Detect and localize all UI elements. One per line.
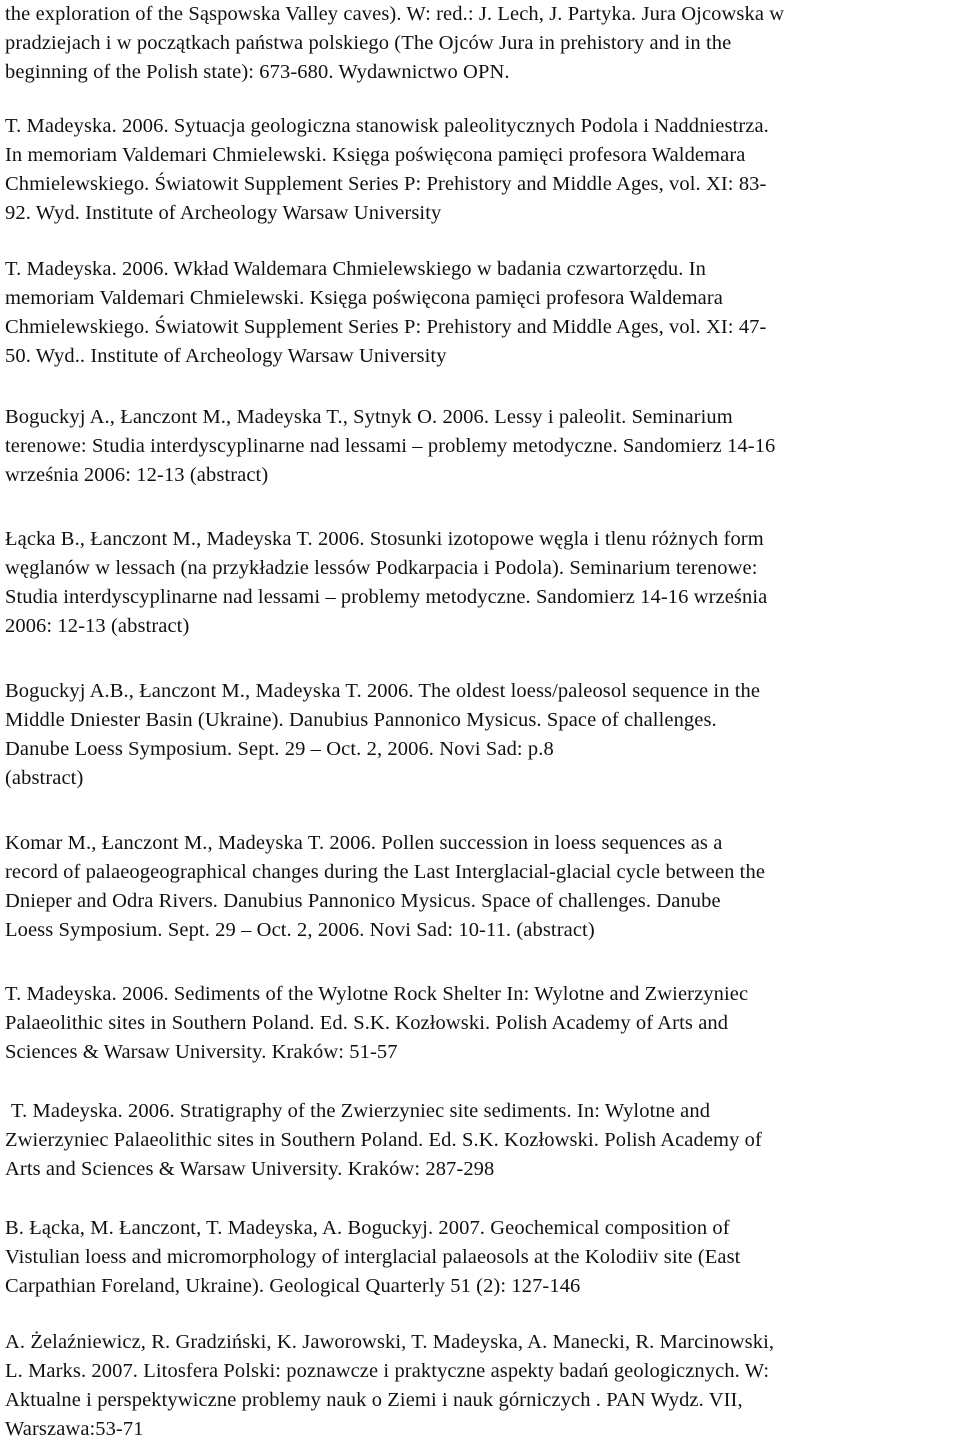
bibliography-entry [5, 677, 760, 793]
bibliography-entry [5, 0, 784, 87]
entry-line: T. Madeyska. 2006. Sytuacja geologiczna stanowisk paleolitycznych Podola i Naddniestrza. [5, 115, 769, 137]
entry-line: pradziejach i w początkach państwa polskiego (The Ojców Jura in prehistory and in the [5, 32, 732, 54]
entry-line: terenowe: Studia interdyscyplinarne nad lessami – problemy metodyczne. Sandomierz 14-16 [5, 435, 776, 457]
entry-line: Middle Dniester Basin (Ukraine). Danubius Pannonico Mysicus. Space of challenges. [5, 709, 717, 731]
entry-line: 50. Wyd.. Institute of Archeology Warsaw University [5, 345, 447, 367]
entry-line: memoriam Valdemari Chmielewski. Księga poświęcona pamięci profesora Waldemara [5, 287, 724, 309]
entry-line: Komar M., Łanczont M., Madeyska T. 2006. Pollen succession in loess sequences as a [5, 832, 723, 854]
bibliography-entry [5, 112, 769, 228]
entry-line: Boguckyj A., Łanczont M., Madeyska T., Sytnyk O. 2006. Lessy i paleolit. Seminarium [5, 406, 733, 428]
entry-line: In memoriam Valdemari Chmielewski. Księga poświęcona pamięci profesora Waldemara [5, 144, 746, 166]
bibliography-entry [5, 1328, 774, 1444]
entry-line: Palaeolithic sites in Southern Poland. Ed. S.K. Kozłowski. Polish Academy of Arts and [5, 1012, 729, 1034]
bibliography-entry [5, 255, 766, 371]
bibliography-entry [5, 525, 767, 641]
entry-line: Danube Loess Symposium. Sept. 29 – Oct. 2, 2006. Novi Sad: p.8 [5, 738, 554, 760]
entry-line: the exploration of the Sąspowska Valley caves). W: red.: J. Lech, J. Partyka. Jura Ojcowska w [5, 3, 785, 25]
entry-line: Łącka B., Łanczont M., Madeyska T. 2006. Stosunki izotopowe węgla i tlenu różnych form [5, 528, 764, 550]
entry-line: Vistulian loess and micromorphology of interglacial palaeosols at the Kolodiiv site (East [5, 1246, 741, 1268]
entry-line: Warszawa:53-71 [5, 1418, 144, 1440]
entry-line: B. Łącka, M. Łanczont, T. Madeyska, A. Boguckyj. 2007. Geochemical composition of [5, 1217, 730, 1239]
entry-line: T. Madeyska. 2006. Wkład Waldemara Chmielewskiego w badania czwartorzędu. In [5, 258, 707, 280]
entry-line: 2006: 12-13 (abstract) [5, 615, 190, 637]
bibliography-entry [5, 403, 775, 490]
entry-line: Aktualne i perspektywiczne problemy nauk o Ziemi i nauk górniczych . PAN Wydz. VII, [5, 1389, 743, 1411]
bibliography-entry [5, 980, 748, 1067]
entry-line: Dnieper and Odra Rivers. Danubius Pannonico Mysicus. Space of challenges. Danube [5, 890, 721, 912]
bibliography-entry [5, 829, 765, 945]
entry-line: T. Madeyska. 2006. Sediments of the Wylotne Rock Shelter In: Wylotne and Zwierzyniec [5, 983, 749, 1005]
entry-line: węglanów w lessach (na przykładzie lessów Podkarpacia i Podola). Seminarium terenowe: [5, 557, 758, 579]
entry-line: Sciences & Warsaw University. Kraków: 51-57 [5, 1041, 398, 1063]
entry-line: Chmielewskiego. Światowit Supplement Series P: Prehistory and Middle Ages, vol. XI: 83- [5, 173, 767, 195]
entry-line: Chmielewskiego. Światowit Supplement Series P: Prehistory and Middle Ages, vol. XI: 47- [5, 316, 767, 338]
entry-line: T. Madeyska. 2006. Stratigraphy of the Zwierzyniec site sediments. In: Wylotne and [11, 1100, 711, 1122]
entry-line: L. Marks. 2007. Litosfera Polski: poznawcze i praktyczne aspekty badań geologicznych. W: [5, 1360, 770, 1382]
bibliography-entry [5, 1097, 762, 1184]
entry-line: record of palaeogeographical changes during the Last Interglacial-glacial cycle between the [5, 861, 766, 883]
entry-line: beginning of the Polish state): 673-680. Wydawnictwo OPN. [5, 61, 510, 83]
entry-line: Zwierzyniec Palaeolithic sites in Southern Poland. Ed. S.K. Kozłowski. Polish Academy of [5, 1129, 762, 1151]
bibliography-entry [5, 1214, 740, 1301]
entry-line: 92. Wyd. Institute of Archeology Warsaw University [5, 202, 442, 224]
entry-line: (abstract) [5, 767, 84, 789]
entry-line: A. Żelaźniewicz, R. Gradziński, K. Jaworowski, T. Madeyska, A. Manecki, R. Marcinowski, [5, 1331, 775, 1353]
entry-line: Loess Symposium. Sept. 29 – Oct. 2, 2006. Novi Sad: 10-11. (abstract) [5, 919, 595, 941]
entry-line: Arts and Sciences & Warsaw University. Kraków: 287-298 [5, 1158, 495, 1180]
entry-line: Studia interdyscyplinarne nad lessami – problemy metodyczne. Sandomierz 14-16 września [5, 586, 768, 608]
entry-line: Boguckyj A.B., Łanczont M., Madeyska T. 2006. The oldest loess/paleosol sequence in the [5, 680, 761, 702]
entry-line: września 2006: 12-13 (abstract) [5, 464, 269, 486]
entry-line: Carpathian Foreland, Ukraine). Geological Quarterly 51 (2): 127-146 [5, 1275, 581, 1297]
